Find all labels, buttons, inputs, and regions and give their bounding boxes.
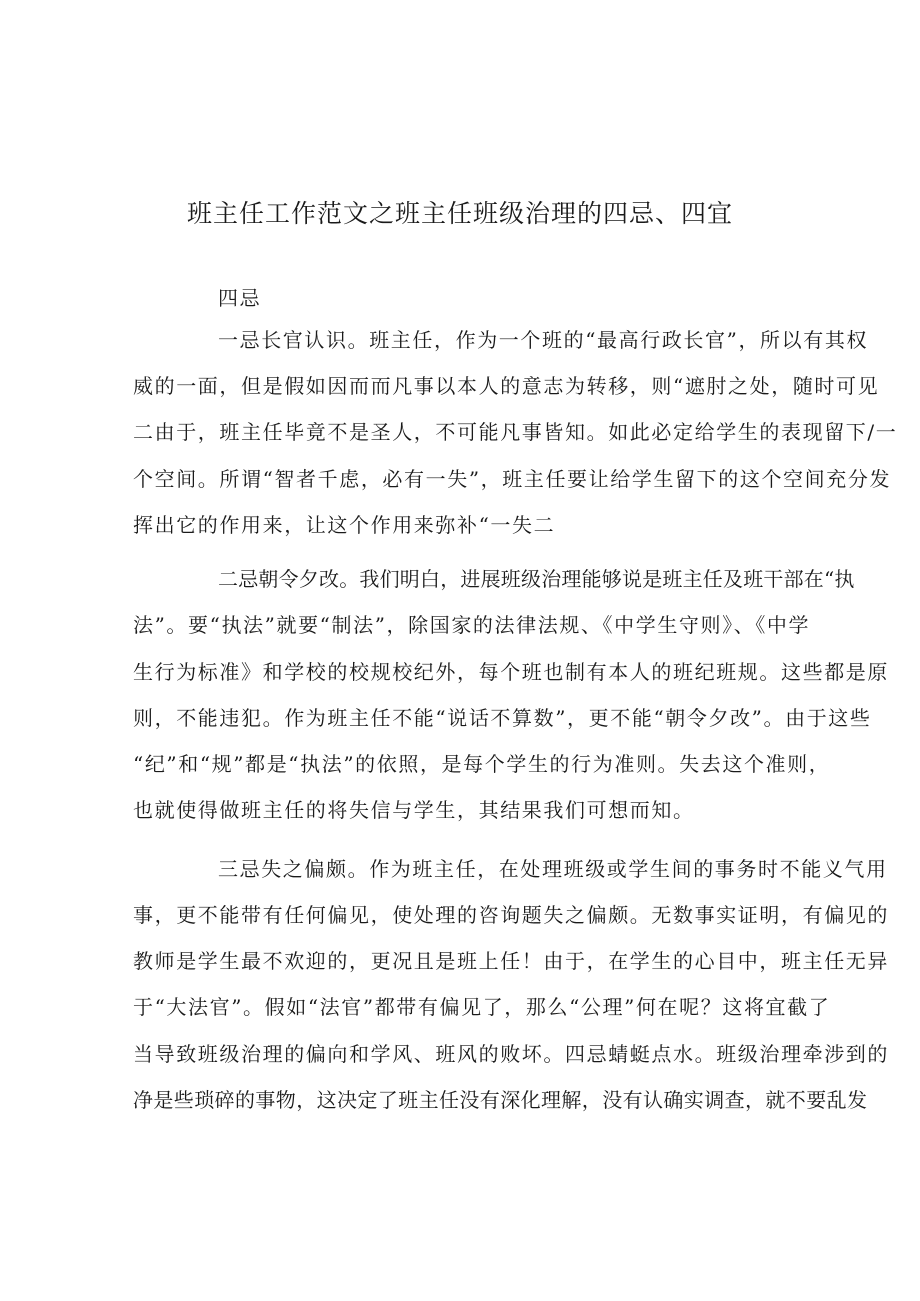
paragraph-line: 二忌朝令夕改。我们明白，进展班级治理能够说是班主任及班干部在“执 [218, 567, 855, 591]
paragraph-line: 于“大法官”。假如“法官”都带有偏见了，那么“公理”何在呢？这将宜截了 [133, 995, 831, 1019]
paragraph-line: 挥出它的作用来，让这个作用来弥补“一失二 [133, 513, 556, 537]
paragraph-line: “纪”和“规”都是“执法”的依照，是每个学生的行为准则。失去这个准则， [133, 752, 831, 776]
paragraph-line: 当导致班级治理的偏向和学风、班风的败坏。四忌蜻蜓点水。班级治理牵涉到的 [133, 1042, 889, 1066]
paragraph-line: 威的一面，但是假如因而而凡事以本人的意志为转移，则“遮肘之处，随时可见 [133, 374, 880, 398]
document-title: 班主任工作范文之班主任班级治理的四忌、四宜 [186, 199, 733, 228]
paragraph-line: 也就使得做班主任的将失信与学生，其结果我们可想而知。 [133, 798, 695, 822]
paragraph-line: 个空间。所谓“智者千虑，必有一失”，班主任要让给学生留下的这个空间充分发 [133, 467, 892, 491]
paragraph-line: 净是些琐碎的事物，这决定了班主任没有深化理解，没有认确实调查，就不要乱发 [133, 1088, 868, 1112]
section-heading: 四忌 [218, 286, 262, 310]
paragraph-line: 二由于，班主任毕竟不是圣人，不可能凡事皆知。如此必定给学生的表现留下/一 [133, 420, 898, 444]
paragraph-line: 事，更不能带有任何偏见，使处理的咨询题失之偏颇。无数事实证明，有偏见的 [133, 903, 889, 927]
paragraph-line: 则，不能违犯。作为班主任不能“说话不算数”，更不能“朝令夕改”。由于这些 [133, 706, 872, 730]
paragraph-line: 生行为标准》和学校的校规校纪外，每个班也制有本人的班纪班规。这些都是原 [133, 660, 889, 684]
paragraph-line: 教师是学生最不欢迎的，更况且是班上任！由于，在学生的心目中，班主任无异 [133, 949, 889, 973]
paragraph-line: 三忌失之偏颇。作为班主任，在处理班级或学生间的事务时不能义气用 [218, 857, 888, 881]
paragraph-line: 一忌长官认识。班主任，作为一个班的“最高行政长官”，所以有其权 [218, 328, 869, 352]
paragraph-line: 法”。要“执法”就要“制法”，除国家的法律法规、《中学生守则》、《中学 [133, 613, 811, 637]
